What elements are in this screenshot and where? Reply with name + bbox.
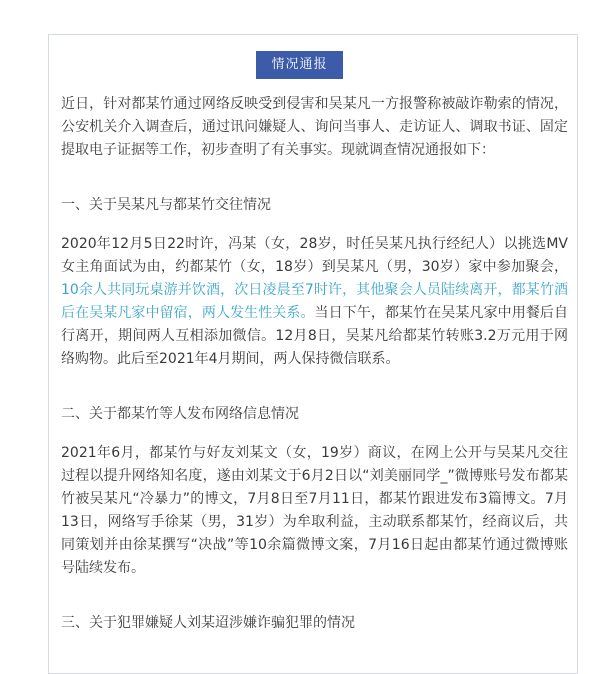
section-1-paragraph: [61, 233, 568, 371]
section-1-heading: 一、关于吴某凡与都某竹交往情况: [61, 197, 271, 213]
intro-paragraph: 近日，针对都某竹通过网络反映受到侵害和吴某凡一方报警称被敲诈勒索的情况，公安机关介入调查后，通过讯问嫌疑人、询问当事人、走访证人、调取书证、固定提取电子证据等工作，初步查明了有关事实。现就调查情况通报如下：: [61, 96, 568, 158]
notice-title-badge: 情况通报: [256, 51, 343, 79]
section-2-heading: 二、关于都某竹等人发布网络信息情况: [61, 406, 299, 422]
section-1-text-part2: 当日下午，都某竹在吴某凡家中用餐后自行离开，期间两人互相添加微信。12月8日，吴某凡给都某竹转账3.2万元用于网络购物。此后至2021年4月期间，两人保持微信联系。: [61, 305, 569, 367]
section-1-text-part1: 2020年12月5日22时许，冯某（女，28岁，时任吴某凡执行经纪人）以挑选MV女主角面试为由，约都某竹（女，18岁）到吴某凡（男，30岁）家中参加聚会，: [61, 236, 568, 275]
notice-body: [61, 93, 568, 635]
section-2-paragraph: 2021年6月，都某竹与好友刘某文（女，19岁）商议，在网上公开与吴某凡交往过程以提升网络知名度，遂由刘某文于6月2日以“刘美丽同学_”微博账号发布都某竹被吴某凡“冷暴力”的博文，7月8日至7月11日，都某竹跟进发布3篇博文。7月13日，网络写手徐某（男，31岁）为牟取利益，主动联系都某竹，经商议后，共同策划并由徐某撰写“决战”等10余篇微博文案，7月16日起由都某竹通过微博账号陆续发布。: [61, 445, 568, 576]
section-3-heading: 三、关于犯罪嫌疑人刘某迢涉嫌诈骗犯罪的情况: [61, 615, 355, 631]
section-1-highlight-text: 10余人共同玩桌游并饮酒，次日凌晨至7时许，其他聚会人员陆续离开，都某竹酒后在吴某凡家中留宿，两人发生性关系。: [61, 282, 568, 321]
